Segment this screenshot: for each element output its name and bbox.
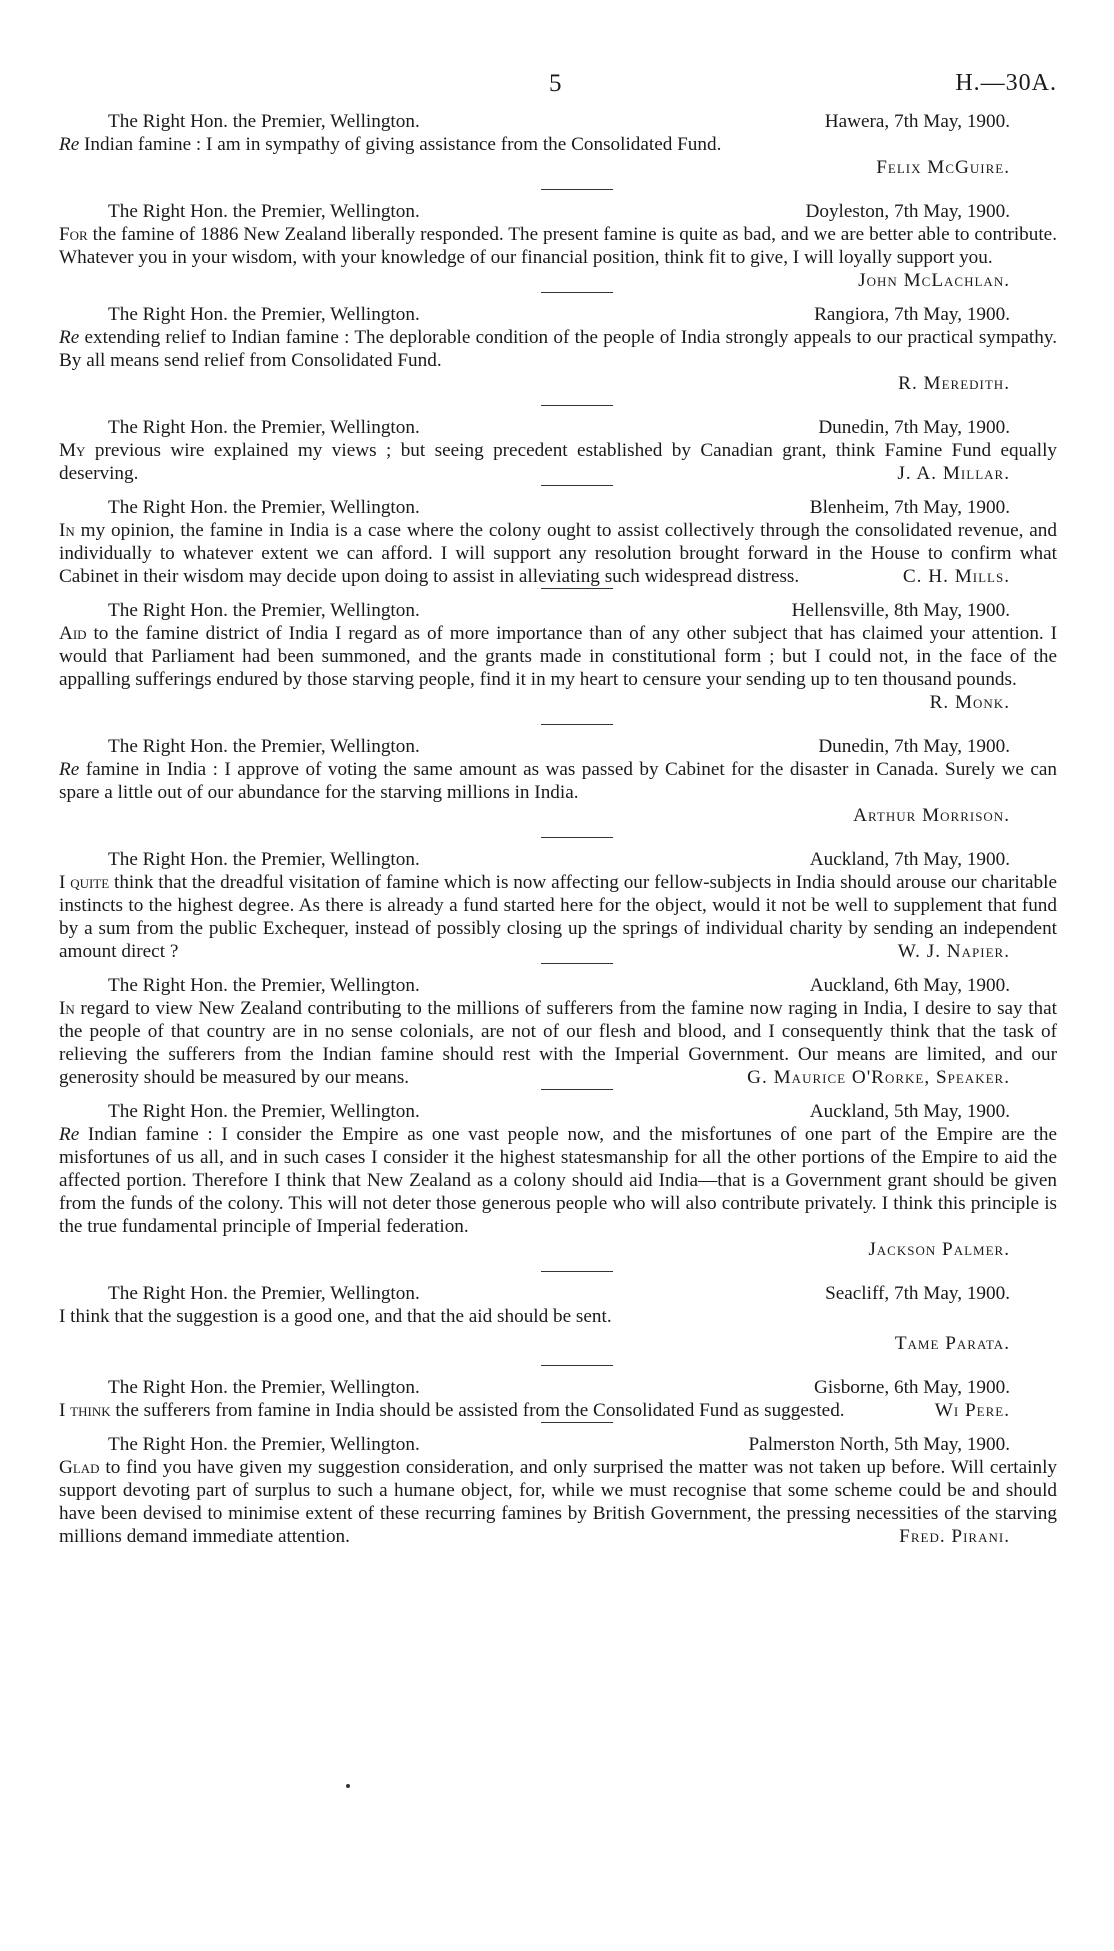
telegram-body — [59, 622, 1057, 691]
telegram — [59, 1376, 1057, 1422]
lead-word: Re — [59, 134, 80, 155]
telegram-body — [59, 1456, 1057, 1548]
telegram-text: my opinion, the famine in India is a case where the colony ought to assist collectively through the consolidated revenue, and individually to whatever extent we can afford. I will support any resolution brought forward in the House to confirm what Cabinet in their wisdom may decide upon doing to assist in alleviating such widespread distress. — [59, 520, 1057, 587]
lead-word: I think — [59, 1400, 111, 1421]
document-page — [59, 70, 1057, 1548]
telegram — [59, 200, 1057, 292]
signature: Fred. Pirani. — [899, 1526, 1010, 1547]
lead-word: In — [59, 520, 75, 541]
telegram — [59, 599, 1057, 714]
telegram-body — [59, 871, 1057, 963]
place-date: Dunedin, 7th May, 1900. — [818, 417, 1010, 438]
telegram — [59, 735, 1057, 827]
place-date: Doyleston, 7th May, 1900. — [805, 201, 1010, 222]
place-date: Auckland, 5th May, 1900. — [809, 1101, 1010, 1122]
addressee: The Right Hon. the Premier, Wellington. — [108, 1377, 420, 1398]
telegram-body — [59, 133, 1057, 156]
addressee: The Right Hon. the Premier, Wellington. — [108, 111, 420, 132]
telegram-text: the famine of 1886 New Zealand liberally responded. The present famine is quite as bad, and we are better able to contribute. Whatever you in your wisdom, with your knowledge of our financial position, think fit to give, I will loyally support you. — [59, 224, 1057, 268]
divider-rule — [541, 1089, 613, 1090]
telegram-header — [59, 416, 1057, 439]
place-date: Dunedin, 7th May, 1900. — [818, 736, 1010, 757]
signature: Arthur Morrison. — [853, 805, 1010, 826]
lead-word: I quite — [59, 872, 110, 893]
telegram-text: extending relief to Indian famine : The deplorable condition of the people of India strongly appeals to our practical sympathy. By all means send relief from Consolidated Fund. — [59, 327, 1057, 371]
addressee: The Right Hon. the Premier, Wellington. — [108, 849, 420, 870]
addressee: The Right Hon. the Premier, Wellington. — [108, 1434, 420, 1455]
telegram-header — [59, 1282, 1057, 1305]
lead-word: Re — [59, 759, 80, 780]
telegram-header — [59, 496, 1057, 519]
signature: John McLachlan. — [858, 270, 1010, 291]
signature: W. J. Napier. — [897, 941, 1010, 962]
signature: Tame Parata. — [894, 1333, 1010, 1354]
telegram — [59, 416, 1057, 485]
telegram-text: famine in India : I approve of voting the same amount as was passed by Cabinet for the disaster in Canada. Surely we can spare a little out of our abundance for the starving millions in India. — [59, 759, 1057, 803]
place-date: Auckland, 6th May, 1900. — [809, 975, 1010, 996]
telegram-header — [59, 599, 1057, 622]
telegram-body — [59, 326, 1057, 372]
telegram-text: Indian famine : I am in sympathy of giving assistance from the Consolidated Fund. — [79, 134, 722, 155]
place-date: Seacliff, 7th May, 1900. — [825, 1283, 1010, 1304]
telegram-body — [59, 1305, 1057, 1328]
telegram-header — [59, 974, 1057, 997]
divider-rule — [541, 963, 613, 964]
telegram-text: the sufferers from famine in India should be assisted from the Consolidated Fund as suggested. — [110, 1400, 845, 1421]
place-date: Hellensville, 8th May, 1900. — [791, 600, 1010, 621]
addressee: The Right Hon. the Premier, Wellington. — [108, 304, 420, 325]
telegram — [59, 974, 1057, 1089]
place-date: Hawera, 7th May, 1900. — [824, 111, 1010, 132]
addressee: The Right Hon. the Premier, Wellington. — [108, 975, 420, 996]
telegram-text: to the famine district of India I regard as of more importance than of any other subject that has claimed your attention. I would that Parliament had been summoned, and the grants made in constitutional form ; but I could not, in the face of the appalling sufferings endured by those starving people, find it in my heart to censure your sending up to ten thousand pounds. — [59, 623, 1057, 690]
signature: Wi Pere. — [934, 1400, 1010, 1421]
signature: C. H. Mills. — [902, 566, 1010, 587]
page-mark — [346, 1784, 350, 1788]
divider-rule — [541, 1365, 613, 1366]
telegram-body — [59, 1123, 1057, 1238]
place-date: Palmerston North, 5th May, 1900. — [748, 1434, 1010, 1455]
signature: J. A. Millar. — [897, 463, 1010, 484]
place-date: Rangiora, 7th May, 1900. — [814, 304, 1010, 325]
telegram-body — [59, 439, 1057, 485]
telegram-text: I think that the suggestion is a good one, and that the aid should be sent. — [59, 1306, 612, 1327]
telegram-header — [59, 200, 1057, 223]
lead-word: My — [59, 440, 86, 461]
divider-rule — [541, 837, 613, 838]
addressee: The Right Hon. the Premier, Wellington. — [108, 1101, 420, 1122]
divider-rule — [541, 405, 613, 406]
telegram — [59, 1100, 1057, 1261]
telegram — [59, 848, 1057, 963]
divider-rule — [541, 1271, 613, 1272]
lead-word: Glad — [59, 1457, 100, 1478]
divider-rule — [541, 724, 613, 725]
page-number: 5 — [549, 70, 562, 97]
telegram-header — [59, 110, 1057, 133]
document-reference: H.—30A. — [955, 70, 1057, 96]
telegram-text: previous wire explained my views ; but seeing precedent established by Canadian grant, think Famine Fund equally deserving. — [59, 440, 1057, 484]
addressee: The Right Hon. the Premier, Wellington. — [108, 417, 420, 438]
telegram-header — [59, 1100, 1057, 1123]
telegram-body — [59, 1399, 1057, 1422]
divider-rule — [541, 588, 613, 589]
addressee: The Right Hon. the Premier, Wellington. — [108, 1283, 420, 1304]
telegram-header — [59, 1433, 1057, 1456]
telegram — [59, 110, 1057, 179]
telegram-body — [59, 758, 1057, 804]
signature: R. Monk. — [929, 692, 1010, 713]
telegram-text: to find you have given my suggestion consideration, and only surprised the matter was not taken up before. Will certainly support devoting part of surplus to such a humane object, for, while we must recognise that some scheme could be and should have been devised to minimise extent of these recurring famines by British Government, the pressing necessities of the starving millions demand immediate attention. — [59, 1457, 1057, 1547]
telegram — [59, 1433, 1057, 1548]
place-date: Blenheim, 7th May, 1900. — [809, 497, 1010, 518]
lead-word: Re — [59, 327, 80, 348]
divider-rule — [541, 1422, 613, 1423]
divider-rule — [541, 292, 613, 293]
telegram-body — [59, 519, 1057, 588]
addressee: The Right Hon. the Premier, Wellington. — [108, 600, 420, 621]
lead-word: Re — [59, 1124, 80, 1145]
signature: Felix McGuire. — [876, 157, 1010, 178]
divider-rule — [541, 189, 613, 190]
divider-rule — [541, 485, 613, 486]
telegram-body — [59, 997, 1057, 1089]
telegram-header — [59, 1376, 1057, 1399]
telegram — [59, 496, 1057, 588]
telegram-text: think that the dreadful visitation of famine which is now affecting our fellow-subjects in India should arouse our charitable instincts to the highest degree. As there is already a fund started here for the object, would it not be well to supplement that fund by a sum from the public Exchequer, instead of possibly closing up the springs of individual charity by sending an independent amount direct ? — [59, 872, 1057, 962]
telegram-header — [59, 735, 1057, 758]
addressee: The Right Hon. the Premier, Wellington. — [108, 201, 420, 222]
telegram-header — [59, 303, 1057, 326]
lead-word: Aid — [59, 623, 87, 644]
telegram-text: Indian famine : I consider the Empire as one vast people now, and the misfortunes of one part of the Empire are the misfortunes of us all, and in such cases I consider it the highest statesmanship for all the other portions of the Empire to aid the affected portion. Therefore I think that New Zealand as a colony should aid India—that is a Government grant should be given from the funds of the colony. This will not deter those generous people who will also contribute privately. I think this principle is the true fundamental principle of Imperial federation. — [59, 1124, 1057, 1237]
addressee: The Right Hon. the Premier, Wellington. — [108, 497, 420, 518]
page-header — [59, 70, 1057, 110]
place-date: Auckland, 7th May, 1900. — [809, 849, 1010, 870]
telegram-body — [59, 223, 1057, 291]
signature: G. Maurice O'Rorke, Speaker. — [747, 1067, 1010, 1088]
telegram-text: regard to view New Zealand contributing to the millions of sufferers from the famine now raging in India, I desire to say that the people of that country are in no sense colonials, are not of our flesh and blood, and I consequently think that the task of relieving the sufferers from the Indian famine should rest with the Imperial Government. Our means are limited, and our generosity should be measured by our means. — [59, 998, 1057, 1088]
addressee: The Right Hon. the Premier, Wellington. — [108, 736, 420, 757]
telegram — [59, 1282, 1057, 1355]
telegram — [59, 303, 1057, 395]
place-date: Gisborne, 6th May, 1900. — [814, 1377, 1010, 1398]
telegram-header — [59, 848, 1057, 871]
signature: Jackson Palmer. — [868, 1239, 1010, 1260]
signature: R. Meredith. — [898, 373, 1010, 394]
lead-word: For — [59, 224, 88, 245]
lead-word: In — [59, 998, 75, 1019]
